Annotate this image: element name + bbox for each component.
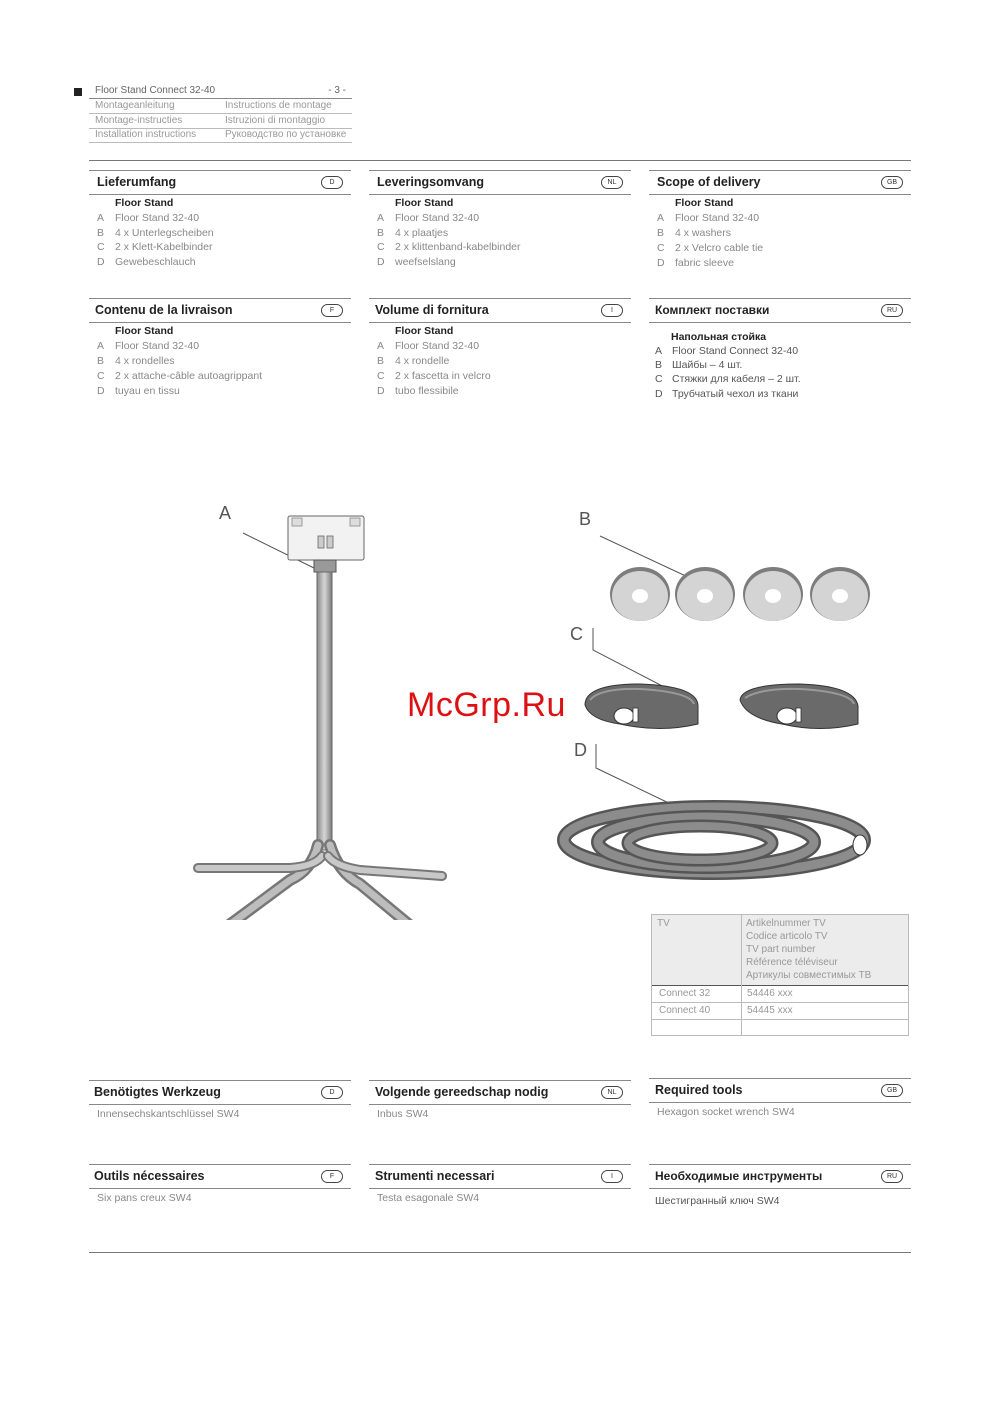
section-title: Leveringsomvang [377, 175, 484, 189]
section-title: Volgende gereedschap nodig [375, 1085, 549, 1099]
item-text: 2 x fascetta in velcro [395, 370, 491, 382]
item-key: C [377, 370, 385, 382]
table-cell: Connect 32 [659, 988, 711, 999]
item-text: Floor Stand Connect 32-40 [672, 345, 799, 357]
washers-drawing [600, 536, 870, 621]
header-cell: Istruzioni di montaggio [225, 115, 326, 126]
header-bullet [74, 88, 82, 96]
item-text: 4 x rondelle [395, 355, 450, 367]
delivery-section-gb [649, 170, 911, 280]
section-header [89, 298, 351, 323]
section-title: Required tools [655, 1083, 743, 1097]
delivery-section-nl [369, 170, 631, 280]
section-header [369, 170, 631, 195]
section-header [649, 1078, 911, 1103]
item-text: tubo flessibile [395, 385, 459, 397]
tools-section-i [369, 1164, 631, 1204]
item-text: Floor Stand 32-40 [395, 212, 480, 224]
figure-label-c: C [570, 624, 583, 644]
tool-text: Hexagon socket wrench SW4 [657, 1106, 795, 1118]
header-row [89, 99, 352, 114]
table-header-label: Référence téléviseur [746, 957, 838, 968]
cable-tie [740, 684, 858, 729]
tools-section-f [89, 1164, 351, 1204]
section-header [649, 170, 911, 195]
item-text: Floor Stand 32-40 [115, 340, 200, 352]
table-cell: 54446 xxx [747, 988, 793, 999]
language-badge: RU [881, 304, 903, 317]
stand-pole [317, 572, 332, 850]
item-key: D [97, 385, 105, 397]
item-key: D [377, 256, 385, 268]
item-text: 4 x Unterlegscheiben [115, 227, 214, 239]
item-key: A [377, 212, 385, 224]
cable-ties-drawing [585, 628, 858, 729]
tools-section-ru [649, 1164, 911, 1207]
figure-label-a: A [219, 503, 232, 523]
item-key: C [655, 373, 663, 385]
section-header [89, 170, 351, 195]
item-key: C [97, 370, 105, 382]
bottom-divider [89, 1252, 911, 1253]
item-text: Floor Stand 32-40 [115, 212, 200, 224]
item-key: B [655, 359, 663, 371]
section-header [369, 1080, 631, 1105]
callout-line-c [593, 628, 670, 690]
delivery-section-f [89, 298, 351, 408]
tool-text: Six pans creux SW4 [97, 1192, 192, 1204]
item-text: Floor Stand 32-40 [395, 340, 480, 352]
language-badge: I [601, 1170, 623, 1183]
section-header [369, 1164, 631, 1189]
item-key: A [655, 345, 663, 357]
item-key: B [657, 227, 665, 239]
page-number: - 3 - [328, 85, 346, 96]
item-text: Шайбы – 4 шт. [672, 359, 743, 371]
item-key: D [377, 385, 385, 397]
item-text: 2 x Klett-Kabelbinder [115, 241, 213, 253]
item-text: 2 x attache-câble autoagrippant [115, 370, 263, 382]
item-key: B [377, 227, 385, 239]
language-badge: NL [601, 176, 623, 189]
table-header-label: Artikelnummer TV [746, 918, 826, 929]
delivery-section-ru [649, 298, 911, 408]
item-key: D [657, 257, 665, 269]
tool-text: Шестигранный ключ SW4 [655, 1195, 780, 1207]
washer [810, 567, 870, 621]
tools-section-gb [649, 1078, 911, 1118]
watermark: McGrp.Ru [407, 686, 566, 724]
tool-text: Testa esagonale SW4 [377, 1192, 480, 1204]
washer [743, 567, 803, 621]
callout-line-d [596, 744, 675, 806]
section-title: Strumenti necessari [375, 1169, 495, 1183]
document-title: Floor Stand Connect 32-40 [95, 85, 216, 96]
section-title: Outils nécessaires [94, 1169, 205, 1183]
language-badge: D [321, 176, 343, 189]
table-row [652, 986, 908, 1003]
item-key: C [657, 242, 665, 254]
section-title: Lieferumfang [97, 175, 177, 189]
item-text: Floor Stand 32-40 [675, 212, 760, 224]
header-cell: Instructions de montage [225, 100, 332, 111]
item-key: D [97, 256, 105, 268]
language-badge: NL [601, 1086, 623, 1099]
product-subtitle: Floor Stand [115, 197, 174, 209]
item-key: A [97, 212, 105, 224]
header-cell: Руководство по установке [225, 129, 347, 140]
language-badge: GB [881, 176, 903, 189]
header-row [89, 114, 352, 129]
table-header-label: TV part number [746, 944, 816, 955]
item-text: tuyau en tissu [115, 385, 180, 397]
item-key: B [97, 227, 105, 239]
language-badge: D [321, 1086, 343, 1099]
item-key: C [377, 241, 385, 253]
language-badge: F [321, 304, 343, 317]
washer [675, 567, 735, 621]
delivery-section-i [369, 298, 631, 408]
product-subtitle: Напольная стойка [671, 331, 767, 343]
section-title: Комплект поставки [655, 303, 770, 317]
product-subtitle: Floor Stand [395, 197, 454, 209]
section-title: Contenu de la livraison [95, 303, 233, 317]
language-badge: I [601, 304, 623, 317]
section-title: Scope of delivery [657, 175, 761, 189]
language-badge: GB [881, 1084, 903, 1097]
tools-section-d [89, 1080, 351, 1120]
item-text: Gewebeschlauch [115, 256, 196, 268]
item-text: weefselslang [395, 256, 456, 268]
tool-text: Inbus SW4 [377, 1108, 429, 1120]
top-divider [89, 160, 911, 161]
table-cell: 54445 xxx [747, 1005, 793, 1016]
item-key: C [97, 241, 105, 253]
header-cell: Installation instructions [95, 129, 197, 140]
item-text: Стяжки для кабеля – 2 шт. [672, 373, 801, 385]
section-title: Volume di fornitura [375, 303, 489, 317]
item-key: B [97, 355, 105, 367]
section-header [369, 298, 631, 323]
figure-label-b: B [579, 509, 592, 529]
item-key: B [377, 355, 385, 367]
product-subtitle: Floor Stand [395, 325, 454, 337]
section-header [89, 1164, 351, 1189]
item-key: D [655, 388, 663, 400]
table-header-label: Codice articolo TV [746, 931, 828, 942]
table-cell: Connect 40 [659, 1005, 711, 1016]
header-cell: Montage-instructies [95, 115, 183, 126]
product-subtitle: Floor Stand [115, 325, 174, 337]
item-text: 4 x plaatjes [395, 227, 449, 239]
item-text: 4 x rondelles [115, 355, 175, 367]
section-header [649, 1164, 911, 1189]
cable-tie [585, 684, 698, 729]
language-badge: RU [881, 1170, 903, 1183]
section-title: Необходимые инструменты [655, 1169, 823, 1183]
fabric-sleeve-drawing [564, 744, 867, 873]
item-key: A [97, 340, 105, 352]
language-badge: F [321, 1170, 343, 1183]
header-cell: Montageanleitung [95, 100, 175, 111]
tv-compatibility-table [651, 914, 909, 1036]
figure-label-d: D [574, 740, 587, 760]
table-header-tv: TV [657, 918, 670, 929]
item-text: fabric sleeve [675, 257, 734, 269]
product-subtitle: Floor Stand [675, 197, 734, 209]
header-title-row [89, 84, 352, 99]
table-header-label: Артикулы совместимых ТВ [746, 970, 872, 981]
tool-text: Innensechskantschlüssel SW4 [97, 1108, 240, 1120]
washer [610, 567, 670, 621]
item-text: 4 x washers [675, 227, 732, 239]
table-row [652, 1019, 908, 1035]
item-key: A [657, 212, 665, 224]
item-text: 2 x Velcro cable tie [675, 242, 764, 254]
section-title: Benötigtes Werkzeug [94, 1085, 221, 1099]
table-row [652, 1003, 908, 1020]
section-header [649, 298, 911, 323]
item-key: A [377, 340, 385, 352]
tools-section-nl [369, 1080, 631, 1120]
delivery-section-d [89, 170, 351, 280]
header-row [89, 128, 352, 143]
item-text: 2 x klittenband-kabelbinder [395, 241, 521, 253]
section-header [89, 1080, 351, 1105]
item-text: Трубчатый чехол из ткани [672, 388, 799, 400]
